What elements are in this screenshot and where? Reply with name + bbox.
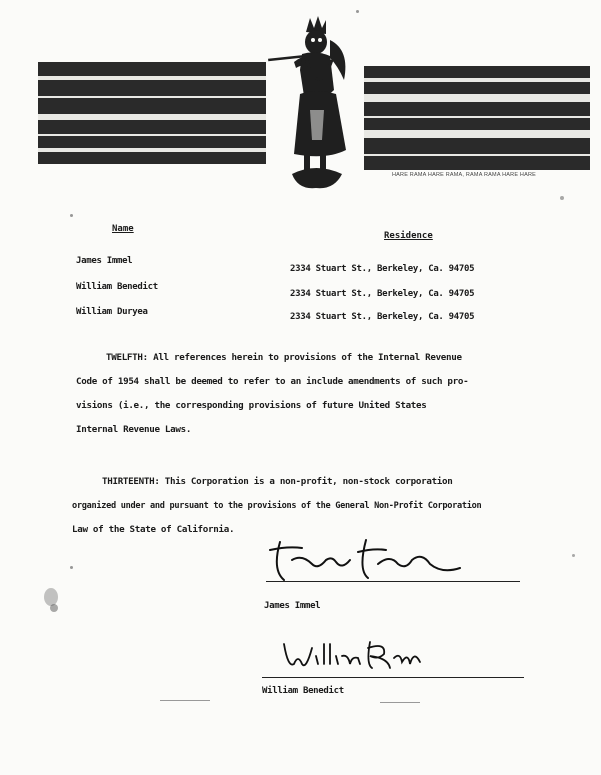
twelfth-article	[76, 346, 576, 442]
twelfth-line-4: Internal Revenue Laws.	[76, 424, 192, 435]
thirteenth-line-3: Law of the State of California.	[72, 524, 235, 535]
table-row-2-residence: 2334 Stuart St., Berkeley, Ca. 94705	[290, 289, 475, 299]
twelfth-line-3: visions (i.e., the corresponding provisions of future United States	[76, 400, 427, 411]
scan-speck	[560, 196, 564, 200]
scan-speck	[356, 10, 359, 13]
table-row-3-name: William Duryea	[76, 307, 148, 317]
scan-speck	[70, 214, 73, 217]
header-band-right	[364, 66, 590, 170]
printed-name-james-immel: James Immel	[264, 601, 321, 611]
thirteenth-line-2: organized under and pursuant to the provisions of the General Non-Profit Corporation	[72, 501, 482, 511]
signature-line-1	[266, 581, 520, 582]
table-row-3-residence: 2334 Stuart St., Berkeley, Ca. 94705	[290, 312, 475, 322]
header-band-left	[38, 62, 266, 164]
scan-speck	[572, 554, 575, 557]
twelfth-line-1: TWELFTH: All references herein to provisions of the Internal Revenue	[106, 352, 462, 363]
signature-william-benedict	[278, 634, 428, 682]
thirteenth-line-1: THIRTEENTH: This Corporation is a non-profit, non-stock corporation	[102, 476, 453, 487]
column-header-residence: Residence	[384, 231, 433, 241]
column-header-name: Name	[112, 224, 134, 234]
scan-speck	[70, 566, 73, 569]
scan-mark	[380, 702, 420, 703]
scan-speck	[50, 604, 58, 612]
scan-speck	[44, 588, 58, 606]
scan-mark	[160, 700, 210, 701]
table-row-2-name: William Benedict	[76, 282, 158, 292]
table-row-1-name: James Immel	[76, 256, 133, 266]
table-row-1-residence: 2334 Stuart St., Berkeley, Ca. 94705	[290, 264, 475, 274]
mantra-caption: HARE RAMA HARE RAMA, RAMA RAMA HARE HARE	[392, 172, 536, 178]
krishna-with-flute-icon	[264, 10, 364, 195]
signature-line-2	[262, 677, 524, 678]
twelfth-line-2: Code of 1954 shall be deemed to refer to an include amendments of such pro-	[76, 376, 469, 387]
printed-name-william-benedict: William Benedict	[262, 686, 344, 696]
